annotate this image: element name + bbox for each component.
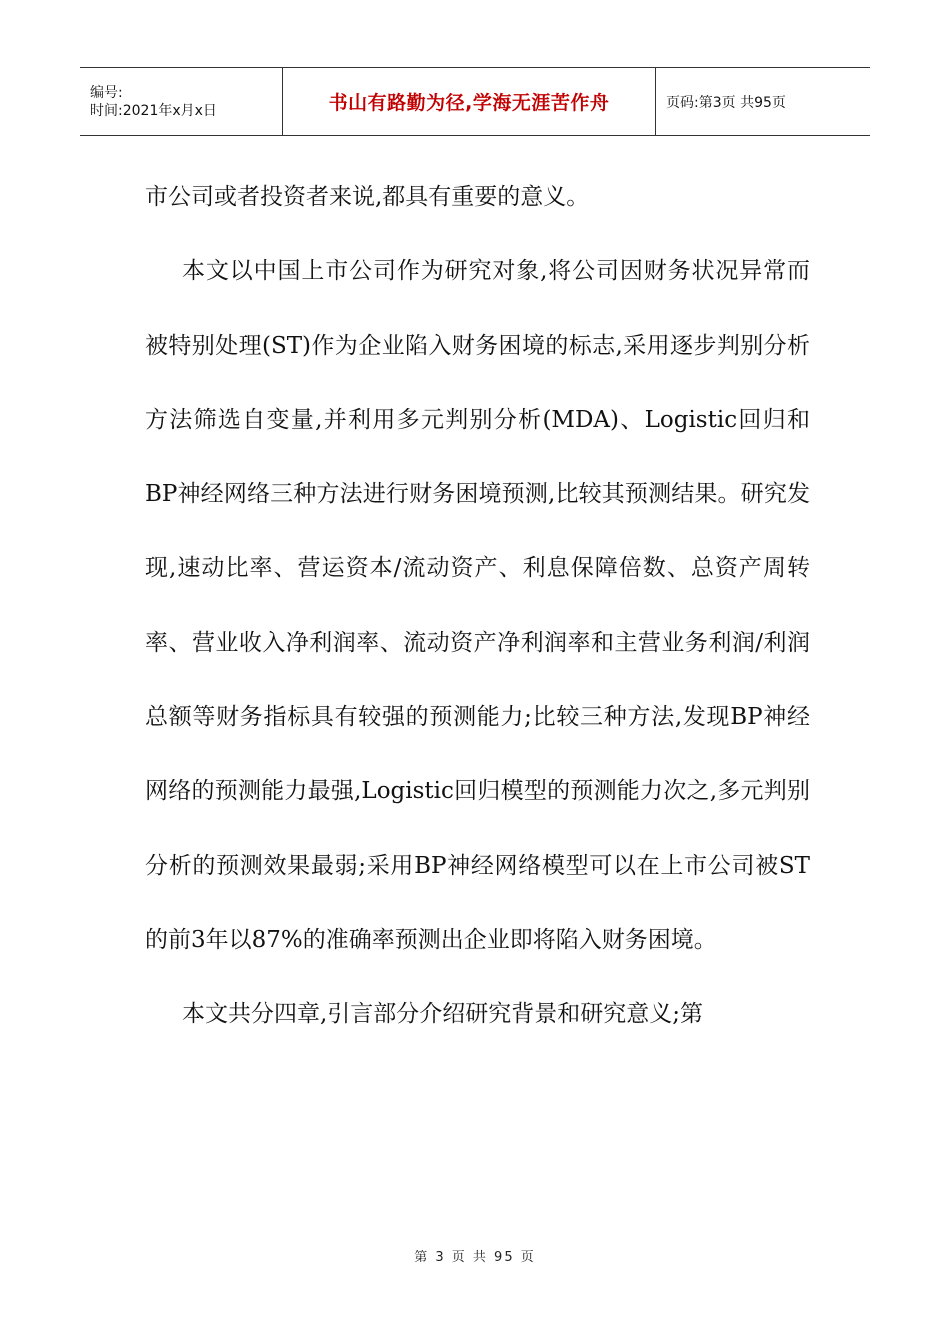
header-page-info-cell: [656, 68, 870, 135]
header-page-info: 页码:第3页 共95页: [666, 94, 786, 111]
header-meta: [80, 68, 282, 135]
paragraph-continuation: 市公司或者投资者来说,都具有重要的意义。: [145, 184, 590, 210]
paragraph-abstract: 本文以中国上市公司作为研究对象,将公司因财务状况异常而被特别处理(ST)作为企业陷入财务困境的标志,采用逐步判别分析方法筛选自变量,并利用多元判别分析(MDA)、Logistic回归和BP神经网络三种方法进行财务困境预测,比较其预测结果。研究发现,速动比率、营运资本/流动资产、利息保障倍数、总资产周转率、营业收入净利润率、流动资产净利润率和主营业务利润/利润总额等财务指标具有较强的预测能力;比较三种方法,发现BP神经网络的预测能力最强,Logistic回归模型的预测能力次之,多元判别分析的预测效果最弱;采用BP神经网络模型可以在上市公司被ST的前3年以87%的准确率预测出企业即将陷入财务困境。: [145, 258, 810, 953]
document-number-label: 编号:: [90, 84, 123, 101]
document-body: [145, 160, 810, 1052]
document-date: 时间:2021年x月x日: [90, 102, 217, 119]
page-header: [80, 67, 870, 136]
paragraph-structure: 本文共分四章,引言部分介绍研究背景和研究意义;第: [182, 1001, 704, 1028]
page-footer: 第 3 页 共 95 页: [414, 1250, 536, 1265]
header-motto: 书山有路勤为径,学海无涯苦作舟: [328, 92, 610, 114]
header-motto-cell: [282, 68, 656, 135]
